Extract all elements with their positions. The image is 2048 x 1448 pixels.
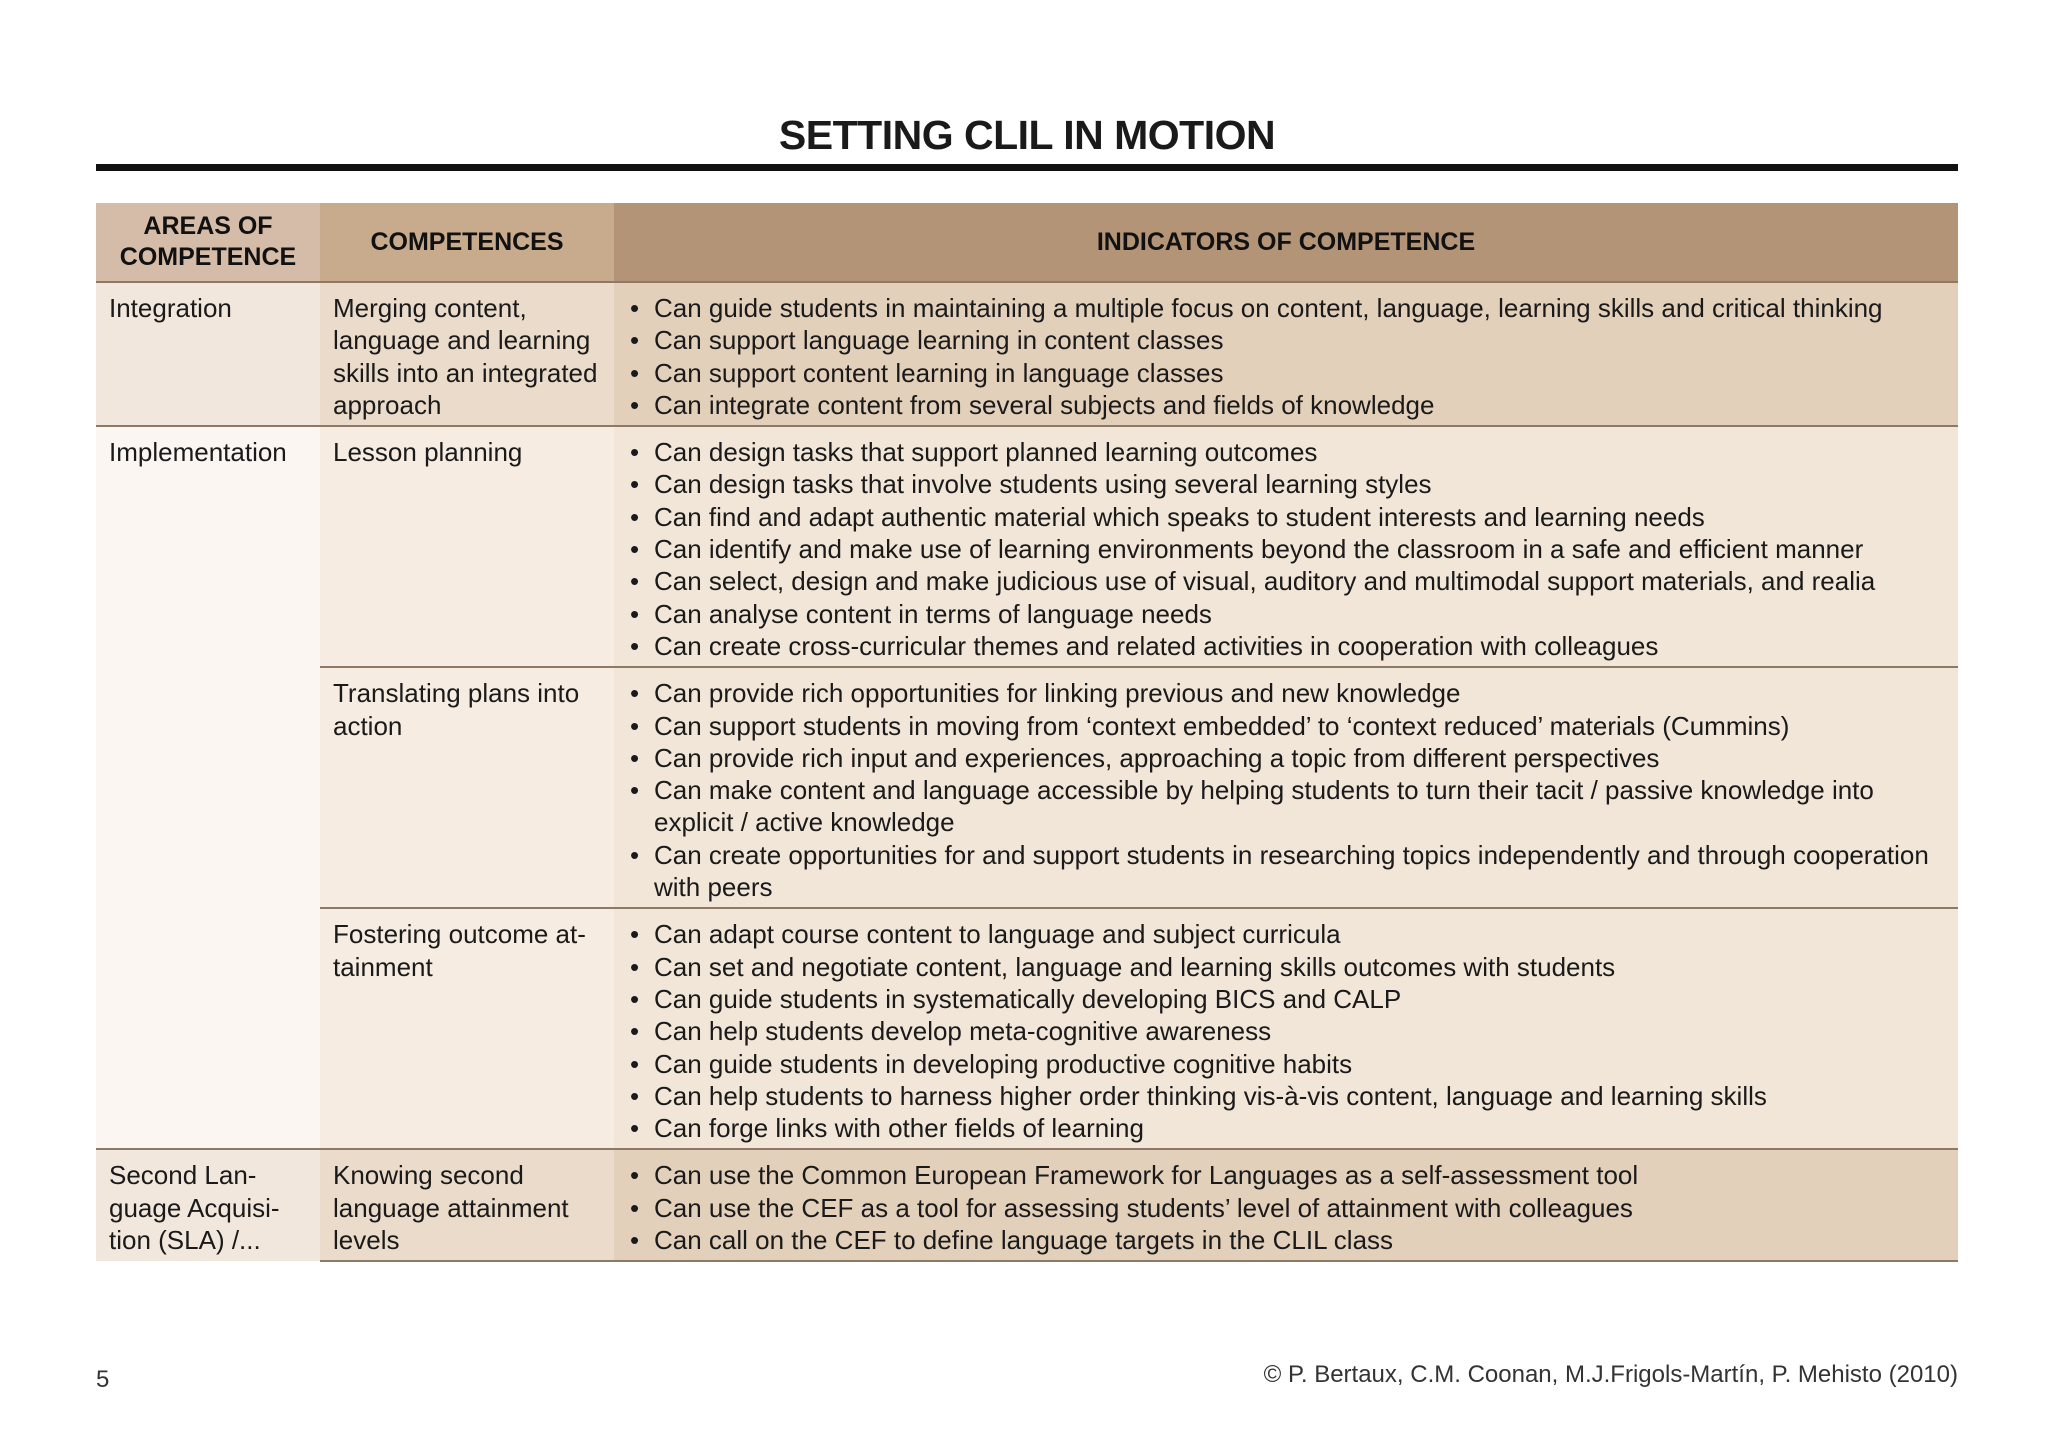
- table-row: [96, 1149, 1958, 1261]
- indicator-item: • Can use the CEF as a tool for assessing students’ level of attainment with colleagues: [630, 1192, 1938, 1224]
- indicator-list: [630, 292, 1938, 421]
- indicator-item: • Can guide students in developing productive cognitive habits: [630, 1048, 1938, 1080]
- indicator-item: • Can adapt course content to language and subject curricula: [630, 918, 1938, 950]
- competence-cell: Translating plans into action: [320, 667, 614, 908]
- table-row: [96, 908, 1958, 1149]
- indicator-list: [630, 436, 1938, 662]
- indicator-item: • Can guide students in systematically developing BICS and CALP: [630, 983, 1938, 1015]
- indicator-item: • Can help students to harness higher order thinking vis-à-vis content, language and learning skills: [630, 1080, 1938, 1112]
- indicator-item: • Can support students in moving from ‘context embedded’ to ‘context reduced’ materials (Cummins): [630, 710, 1938, 742]
- indicator-item: • Can design tasks that support planned learning outcomes: [630, 436, 1938, 468]
- indicators-cell: [614, 282, 1958, 426]
- indicator-item: • Can use the Common European Framework for Languages as a self-assessment tool: [630, 1159, 1938, 1191]
- indicator-item: • Can create cross-curricular themes and related activities in cooperation with colleagues: [630, 630, 1938, 662]
- competence-cell: Fostering outcome attainment: [320, 908, 614, 1149]
- indicator-item: • Can create opportunities for and support students in researching topics independently and through cooperation with peers: [630, 839, 1938, 904]
- page-number: 5: [96, 1366, 110, 1393]
- page-title: SETTING CLIL IN MOTION: [778, 112, 1276, 158]
- table-row: [96, 667, 1958, 908]
- indicators-cell: [614, 667, 1958, 908]
- indicator-item: • Can make content and language accessible by helping students to turn their tacit / passive knowledge into explicit / active knowledge: [630, 774, 1938, 839]
- indicator-item: • Can select, design and make judicious use of visual, auditory and multimodal support materials, and realia: [630, 565, 1938, 597]
- table-row: [96, 426, 1958, 667]
- table-row: [96, 282, 1958, 426]
- area-cell: Implementation: [96, 426, 320, 1149]
- header-competences: COMPETENCES: [320, 203, 614, 282]
- indicators-cell: [614, 426, 1958, 667]
- indicator-item: • Can provide rich opportunities for linking previous and new knowledge: [630, 677, 1938, 709]
- indicator-item: • Can forge links with other fields of learning: [630, 1112, 1938, 1144]
- table-header-row: [96, 203, 1958, 282]
- indicator-item: • Can help students develop meta-cognitive awareness: [630, 1015, 1938, 1047]
- competence-cell: Lesson planning: [320, 426, 614, 667]
- indicator-item: • Can integrate content from several subjects and fields of knowledge: [630, 389, 1938, 421]
- title-rule: [96, 164, 1958, 171]
- indicator-item: • Can provide rich input and experiences, approaching a topic from different perspectives: [630, 742, 1938, 774]
- header-indicators: INDICATORS OF COMPETENCE: [614, 203, 1958, 282]
- indicator-item: • Can identify and make use of learning environments beyond the classroom in a safe and efficient manner: [630, 533, 1938, 565]
- competence-table: [96, 203, 1958, 1262]
- area-cell: Second Language Acquisition (SLA) /...: [96, 1149, 320, 1261]
- copyright-notice: © P. Bertaux, C.M. Coonan, M.J.Frigols-Martín, P. Mehisto (2010): [1263, 1361, 1958, 1388]
- indicators-cell: [614, 1149, 1958, 1261]
- area-cell: Integration: [96, 282, 320, 426]
- indicators-cell: [614, 908, 1958, 1149]
- indicator-item: • Can find and adapt authentic material which speaks to student interests and learning needs: [630, 501, 1938, 533]
- indicator-list: [630, 918, 1938, 1144]
- indicator-item: • Can support language learning in content classes: [630, 324, 1938, 356]
- indicator-item: • Can call on the CEF to define language targets in the CLIL class: [630, 1224, 1938, 1256]
- indicator-item: • Can design tasks that involve students using several learning styles: [630, 468, 1938, 500]
- competence-cell: Knowing second language attainment levels: [320, 1149, 614, 1261]
- indicator-item: • Can analyse content in terms of language needs: [630, 598, 1938, 630]
- indicator-item: • Can guide students in maintaining a multiple focus on content, language, learning skills and critical thinking: [630, 292, 1938, 324]
- indicator-list: [630, 1159, 1938, 1256]
- header-areas: AREAS OF COMPETENCE: [96, 203, 320, 282]
- indicator-list: [630, 677, 1938, 903]
- indicator-item: • Can support content learning in language classes: [630, 357, 1938, 389]
- competence-cell: Merging content, language and learning skills into an integrated approach: [320, 282, 614, 426]
- indicator-item: • Can set and negotiate content, language and learning skills outcomes with students: [630, 951, 1938, 983]
